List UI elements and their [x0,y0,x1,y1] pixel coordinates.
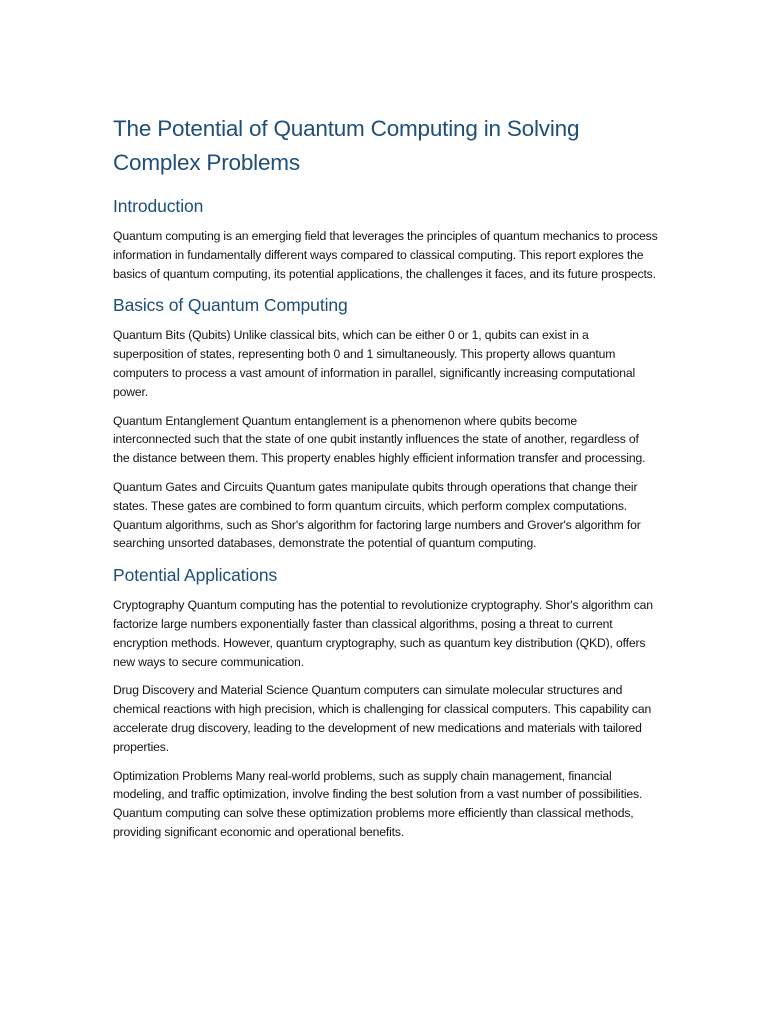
section-basics [113,293,658,553]
document-title: The Potential of Quantum Computing in Solving Complex Problems [113,116,580,175]
paragraph-qubits: Quantum Bits (Qubits) Unlike classical bits, which can be either 0 or 1, qubits can exist in a superposition of states, representing both 0 and 1 simultaneously. This property allows quantum computers to process a vast amount of information in parallel, significantly increasing computational power. [113,328,636,399]
paragraph-cryptography: Cryptography Quantum computing has the potential to revolutionize cryptography. Shor's algorithm can factorize large numbers exponentially faster than classical algorithms, posing a threat to current encryption methods. However, quantum cryptography, such as quantum key distribution (QKD), offers new ways to secure communication. [113,598,653,669]
paragraph-introduction: Quantum computing is an emerging field that leverages the principles of quantum mechanics to process information in fundamentally different ways compared to classical computing. This report explores the basics of quantum computing, its potential applications, the challenges it faces, and its future prospects. [113,229,658,281]
section-heading-applications: Potential Applications [113,565,278,586]
paragraph-drug-discovery: Drug Discovery and Material Science Quantum computers can simulate molecular structures and chemical reactions with high precision, which is challenging for classical computers. This capability can accelerate drug discovery, leading to the development of new medications and materials with tailored properties. [113,683,652,754]
section-introduction [113,194,658,283]
section-applications [113,563,658,842]
paragraph-gates-circuits: Quantum Gates and Circuits Quantum gates manipulate qubits through operations that change their states. These gates are combined to form quantum circuits, which perform complex computations. Quantum algorithms, such as Shor's algorithm for factoring large numbers and Grover's algorithm for searching unsorted databases, demonstrate the potential of quantum computing. [113,479,641,551]
paragraph-optimization: Optimization Problems Many real-world problems, such as supply chain management, financial modeling, and traffic optimization, involve finding the best solution from a vast number of possibilities. Quantum computing can solve these optimization problems more efficiently than classical methods, providing significant economic and operational benefits. [113,768,643,839]
paragraph-entanglement: Quantum Entanglement Quantum entanglement is a phenomenon where qubits become interconnected such that the state of one qubit instantly influences the state of another, regardless of the distance between them. This property enables highly efficient information transfer and processing. [113,413,646,466]
section-heading-basics: Basics of Quantum Computing [113,295,348,316]
document-page [113,112,658,852]
section-heading-introduction: Introduction [113,196,204,216]
